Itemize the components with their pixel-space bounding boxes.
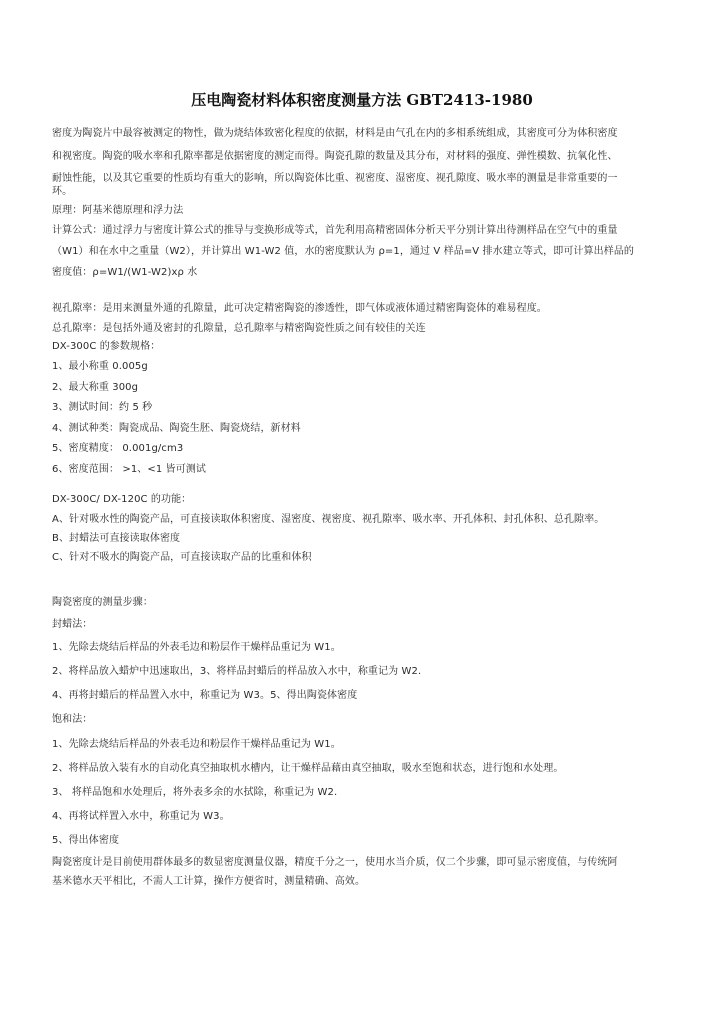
list-item: 3、 将样品饱和水处理后，将外表多余的水拭除，称重记为 W2. [52, 787, 338, 798]
list-item: 3、测试时间：约 5 秒 [52, 402, 153, 413]
list-item: 1、先除去烧结后样品的外表毛边和粉层作干燥样品重记为 W1。 [52, 642, 341, 653]
list-item: 5、密度精度： 0.001g/cm3 [52, 443, 184, 454]
subsection-heading: 饱和法： [52, 714, 93, 725]
section-heading: DX-300C/ DX-120C 的功能： [52, 494, 192, 505]
list-item: C、针对不吸水的陶瓷产品，可直接读取产品的比重和体积 [52, 552, 312, 563]
list-item: 5、得出体密度 [52, 835, 120, 846]
paragraph-line: 总孔隙率：是包括外通及密封的孔隙量，总孔隙率与精密陶瓷性质之间有较佳的关连 [52, 323, 426, 334]
paragraph-line: 陶瓷密度计是目前使用群体最多的数显密度测量仪器，精度千分之一，使用水当介质，仅二个步骤，即可显示密度值，与传统阿 [52, 857, 618, 868]
paragraph-line: （W1）和在水中之重量（W2），并计算出 W1-W2 值，水的密度默认为 ρ=1，通过 V 样品=V 排水建立等式，即可计算出样品的 [52, 246, 635, 257]
paragraph-line: 和视密度。陶瓷的吸水率和孔隙率都是依据密度的测定而得。陶瓷孔隙的数量及其分布，对材料的强度、弹性模数、抗氧化性、 [52, 151, 618, 162]
list-item: 4、测试种类：陶瓷成品、陶瓷生胚、陶瓷烧结，新材料 [52, 423, 301, 434]
section-heading: 陶瓷密度的测量步骤： [52, 597, 153, 608]
paragraph-line: 耐蚀性能，以及其它重要的性质均有重大的影响，所以陶瓷体比重、视密度、湿密度、视孔隙度、吸水率的测量是非常重要的一 [52, 173, 618, 184]
page-title: 压电陶瓷材料体积密度测量方法 GBT2413-1980 [191, 91, 533, 109]
paragraph-line: 视孔隙率：是用来测量外通的孔隙量，此可决定精密陶瓷的渗透性，即气体或液体通过精密陶瓷体的难易程度。 [52, 303, 547, 314]
list-item: 1、最小称重 0.005g [52, 361, 148, 372]
list-item: A、针对吸水性的陶瓷产品，可直接读取体积密度、湿密度、视密度、视孔隙率、吸水率、开孔体积、封孔体积、总孔隙率。 [52, 514, 605, 525]
section-heading: DX-300C 的参数规格： [52, 341, 161, 352]
paragraph-line: 环。 [52, 186, 73, 197]
paragraph-line: 基米德水天平相比，不需人工计算，操作方便省时，测量精确、高效。 [52, 876, 366, 887]
paragraph-line: 计算公式：通过浮力与密度计算公式的推导与变换形成等式，首先利用高精密固体分析天平分别计算出待测样品在空气中的重量 [52, 225, 618, 236]
subsection-heading: 封蜡法： [52, 619, 93, 630]
paragraph-line: 原理：阿基米德原理和浮力法 [52, 205, 184, 216]
list-item: 2、将样品放入装有水的自动化真空抽取机水槽内，让干燥样品藉由真空抽取，吸水至饱和状态，进行饱和水处理。 [52, 763, 564, 774]
list-item: 2、最大称重 300g [52, 382, 139, 393]
paragraph-line: 密度为陶瓷片中最容被测定的物性，做为烧结体致密化程度的依据，材料是由气孔在内的多相系统组成，其密度可分为体积密度 [52, 128, 618, 139]
paragraph-line: 密度值：ρ=W1/(W1-W2)xρ 水 [52, 267, 198, 278]
list-item: 4、再将试样置入水中，称重记为 W3。 [52, 811, 230, 822]
list-item: 6、密度范围： >1、<1 皆可测试 [52, 464, 207, 475]
list-item: B、封蜡法可直接读取体密度 [52, 533, 181, 544]
list-item: 2、将样品放入蜡炉中迅速取出，3、将样品封蜡后的样品放入水中，称重记为 W2. [52, 666, 422, 677]
list-item: 1、先除去烧结后样品的外表毛边和粉层作干燥样品重记为 W1。 [52, 739, 341, 750]
list-item: 4、再将封蜡后的样品置入水中，称重记为 W3。5、得出陶瓷体密度 [52, 690, 358, 701]
